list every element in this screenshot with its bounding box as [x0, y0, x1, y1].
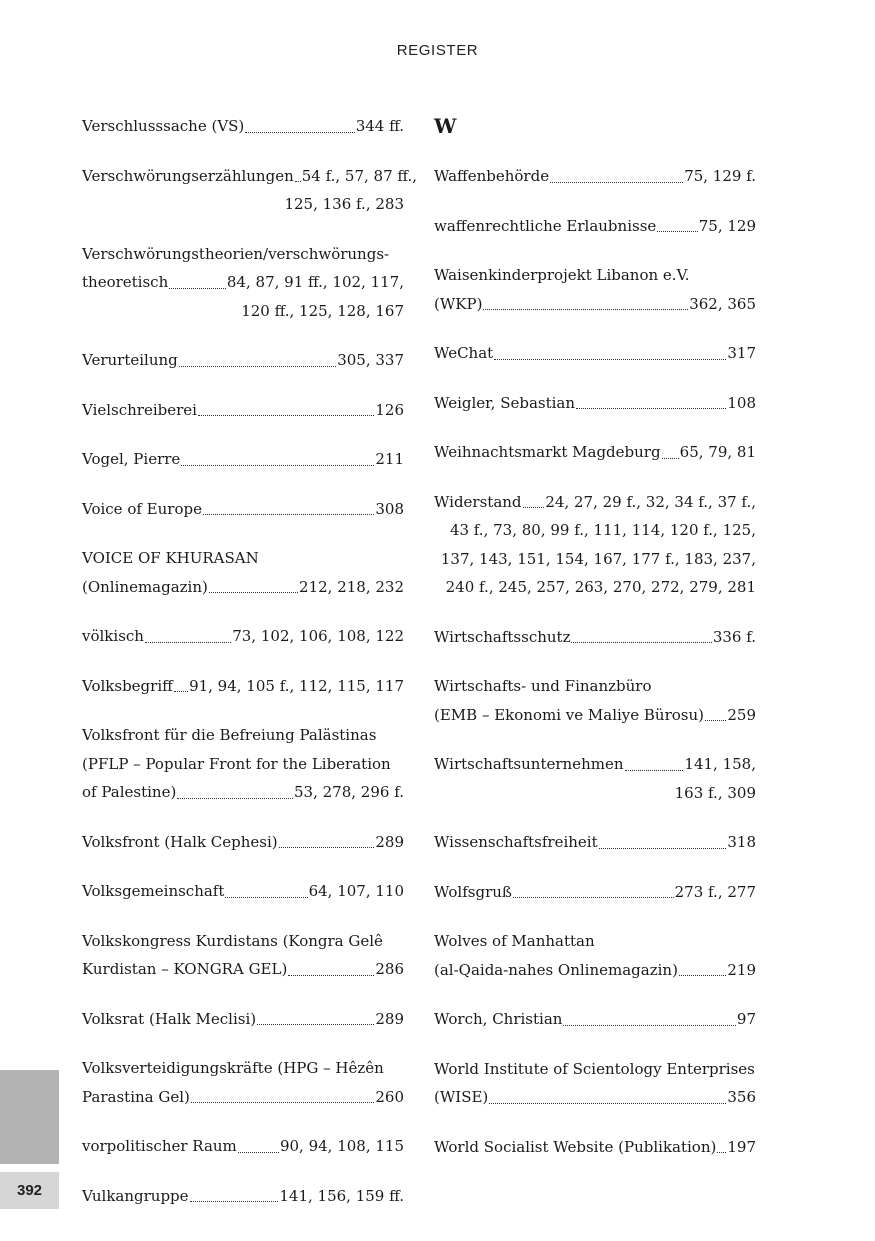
- page-references: 141, 158,: [684, 755, 756, 773]
- index-term: Volksbegriff: [82, 676, 173, 695]
- index-entry-line: (PFLP – Popular Front for the Liberation: [82, 754, 391, 773]
- index-entry-main-line: [82, 573, 404, 602]
- index-entry: [82, 672, 404, 701]
- index-entry: [434, 672, 756, 729]
- index-entry-main-line: [434, 339, 756, 368]
- page-references-continued: 125, 136 f., 283: [284, 195, 404, 213]
- index-term: vorpolitischer Raum: [82, 1137, 237, 1155]
- index-entry-line: VOICE OF KHURASAN: [82, 549, 259, 567]
- page-references: 289: [375, 832, 404, 851]
- index-term: Vulkangruppe: [82, 1186, 189, 1205]
- index-term: völkisch: [82, 627, 144, 645]
- dot-leader: [203, 495, 374, 516]
- page-references: 211: [375, 450, 404, 468]
- index-entry-main-line: [434, 488, 756, 517]
- index-entry-main-line: [434, 750, 756, 779]
- index-entry: [82, 162, 418, 219]
- index-entry-line: Volksverteidigungskräfte (HPG – Hêzên: [82, 1059, 384, 1077]
- page-references: 212, 218, 232: [299, 577, 404, 596]
- index-entry: [434, 339, 756, 368]
- page-references: 90, 94, 108, 115: [279, 1137, 404, 1155]
- dot-leader: [190, 1182, 279, 1203]
- index-entry-line: Wirtschafts- und Finanzbüro: [434, 677, 652, 695]
- dot-leader: [198, 396, 374, 417]
- dot-leader: [513, 878, 674, 899]
- index-entry-main-line: [82, 1182, 404, 1211]
- index-term: Kurdistan – KONGRA GEL): [82, 960, 288, 978]
- index-entry: [82, 721, 404, 807]
- index-entry: [82, 495, 404, 524]
- dot-leader: [523, 488, 545, 509]
- page-references: 259: [727, 705, 756, 724]
- index-entry-main-line: [434, 956, 756, 985]
- page-references: 318: [727, 833, 756, 851]
- index-entry: [434, 878, 756, 907]
- index-entry-main-line: [82, 396, 404, 425]
- running-header: REGISTER: [396, 42, 479, 59]
- index-term: waffenrechtliche Erlaubnisse: [434, 216, 657, 235]
- index-entry-main-line: [82, 622, 404, 651]
- index-entry-line: World Institute of Scientology Enterprises: [434, 1059, 755, 1078]
- page-references: 336 f.: [712, 627, 756, 646]
- index-entry-main-line: [434, 1133, 756, 1162]
- index-entry: [82, 346, 404, 375]
- page-references-continued: 120 ff., 125, 128, 167: [241, 301, 404, 320]
- dot-leader: [191, 1083, 374, 1104]
- index-entry-line: Wolves of Manhattan: [434, 932, 595, 950]
- index-entry-main-line: [82, 955, 404, 984]
- index-entry-main-line: [82, 1132, 404, 1161]
- section-letter: W: [434, 114, 457, 138]
- index-term: Volksfront (Halk Cephesi): [82, 832, 278, 851]
- index-term: Vielschreiberei: [82, 400, 197, 419]
- index-term: Verschlusssache (VS): [82, 117, 245, 135]
- dot-leader: [238, 1132, 279, 1153]
- index-term: Verschwörungserzählungen: [82, 166, 294, 185]
- index-term: theoretisch: [82, 273, 169, 291]
- index-term: Weihnachtsmarkt Magdeburg: [434, 443, 661, 461]
- index-entry: [82, 240, 404, 326]
- index-entry: [82, 622, 404, 651]
- dot-leader: [225, 877, 307, 898]
- page-references: 308: [375, 499, 404, 518]
- page-references: 126: [375, 400, 404, 419]
- index-entry-main-line: [434, 701, 756, 730]
- page-references: 197: [727, 1137, 756, 1156]
- index-entry: [82, 1054, 404, 1111]
- page-references: 73, 102, 106, 108, 122: [232, 627, 404, 645]
- dot-leader: [257, 1005, 374, 1026]
- dot-leader: [599, 828, 727, 849]
- page-references: 260: [375, 1087, 404, 1106]
- index-entry: [434, 162, 756, 191]
- dot-leader: [179, 346, 336, 367]
- dot-leader: [662, 438, 679, 459]
- index-term: Wirtschaftsschutz: [434, 627, 571, 646]
- index-entry-main-line: [82, 445, 404, 474]
- index-entry-main-line: [434, 290, 756, 319]
- page-references-continued: 240 f., 245, 257, 263, 270, 272, 279, 281: [445, 578, 756, 596]
- page-references: 75, 129 f.: [684, 167, 756, 185]
- index-entry: [82, 396, 404, 425]
- index-entry: [82, 544, 404, 601]
- page-references-continued: 137, 143, 151, 154, 167, 177 f., 183, 237,: [440, 549, 756, 568]
- dot-leader: [657, 212, 697, 233]
- dot-leader: [209, 573, 298, 594]
- index-term: (EMB – Ekonomi ve Maliye Bürosu): [434, 705, 704, 724]
- page-references: 141, 156, 159 ff.: [279, 1186, 404, 1205]
- index-term: Wissenschaftsfreiheit: [434, 833, 598, 851]
- index-entry: [82, 445, 404, 474]
- index-entry-main-line: [434, 212, 756, 241]
- index-column-right: [434, 112, 756, 1182]
- index-entry: [434, 438, 756, 467]
- page-references: 75, 129: [698, 216, 756, 235]
- page-references: 97: [736, 1010, 756, 1028]
- page-references: 24, 27, 29 f., 32, 34 f., 37 f.,: [545, 492, 756, 511]
- index-term: World Socialist Website (Publikation): [434, 1137, 717, 1156]
- dot-leader: [625, 750, 684, 771]
- index-entry-main-line: [434, 828, 756, 857]
- index-entry-main-line: [82, 495, 404, 524]
- index-entry: [434, 828, 756, 857]
- dot-leader: [295, 162, 301, 183]
- dot-leader: [705, 701, 726, 722]
- dot-leader: [571, 623, 711, 644]
- index-entry: [82, 112, 404, 141]
- page-references: 344 ff.: [355, 117, 404, 135]
- dot-leader: [169, 268, 226, 289]
- dot-leader: [483, 290, 688, 311]
- index-entry-main-line: [82, 672, 404, 701]
- index-entry: [434, 927, 756, 984]
- index-term: Wirtschaftsunternehmen: [434, 755, 624, 773]
- page-references: 286: [375, 960, 404, 978]
- index-term: (WKP): [434, 294, 483, 313]
- index-entry-main-line: [434, 1083, 756, 1112]
- dot-leader: [177, 778, 293, 799]
- index-entry: [82, 1005, 404, 1034]
- index-entry-line: Volksfront für die Befreiung Palästinas: [82, 726, 377, 744]
- page-references: 53, 278, 296 f.: [294, 783, 404, 801]
- page-references-continued: 163 f., 309: [674, 783, 756, 802]
- dot-leader: [245, 112, 354, 133]
- dot-leader: [550, 162, 683, 183]
- index-entry: [434, 1133, 756, 1162]
- index-term: Volksgemeinschaft: [82, 882, 225, 900]
- index-entry-main-line: [82, 778, 404, 807]
- index-entry-line: Waisenkinderprojekt Libanon e.V.: [434, 266, 690, 284]
- index-entry-main-line: [434, 1005, 756, 1034]
- index-term: WeChat: [434, 344, 494, 362]
- index-entry-main-line: [434, 389, 756, 418]
- index-entry: [82, 1132, 404, 1161]
- index-term: Volksrat (Halk Meclisi): [82, 1009, 257, 1028]
- dot-leader: [494, 339, 726, 360]
- index-term: (Onlinemagazin): [82, 577, 208, 596]
- index-entry-main-line: [82, 1005, 404, 1034]
- index-column-left: [82, 112, 418, 1231]
- index-term: Vogel, Pierre: [82, 450, 181, 468]
- dot-leader: [145, 622, 231, 643]
- page-references: 54 f., 57, 87 ff.,: [301, 166, 418, 185]
- page-references: 305, 337: [337, 351, 404, 369]
- page-references: 64, 107, 110: [308, 882, 404, 900]
- index-entry: [434, 389, 756, 418]
- index-term: Weigler, Sebastian: [434, 393, 576, 412]
- page-references: 65, 79, 81: [679, 443, 756, 461]
- dot-leader: [576, 389, 726, 410]
- index-term: Waffenbehörde: [434, 167, 550, 185]
- page-references: 84, 87, 91 ff., 102, 117,: [226, 273, 404, 291]
- page-references: 219: [727, 960, 756, 979]
- index-entry: [82, 828, 404, 857]
- index-entry: [82, 1182, 404, 1211]
- page-references: 91, 94, 105 f., 112, 115, 117: [189, 676, 404, 695]
- index-entry: [82, 927, 404, 984]
- index-entry-main-line: [82, 268, 404, 297]
- dot-leader: [563, 1005, 735, 1026]
- index-entry-line: Volkskongress Kurdistans (Kongra Gelê: [82, 931, 383, 950]
- index-entry-main-line: [82, 346, 404, 375]
- dot-leader: [181, 445, 374, 466]
- page-references: 273 f., 277: [674, 882, 756, 901]
- index-term: (al-Qaida-nahes Onlinemagazin): [434, 960, 678, 979]
- index-entry-main-line: [82, 877, 404, 906]
- index-entry-main-line: [82, 1083, 404, 1112]
- index-entry-main-line: [434, 623, 756, 652]
- chapter-thumb-tab: [0, 1070, 59, 1164]
- page-references: 356: [727, 1088, 756, 1106]
- index-entry-main-line: [434, 438, 756, 467]
- dot-leader: [717, 1133, 726, 1154]
- index-term: Parastina Gel): [82, 1087, 190, 1106]
- index-term: Voice of Europe: [82, 499, 202, 518]
- index-entry: [82, 877, 404, 906]
- index-entry-main-line: [82, 828, 404, 857]
- index-entry-main-line: [434, 162, 756, 191]
- index-entry-line: Verschwörungstheorien/verschwörungs-: [82, 244, 390, 263]
- index-term: Widerstand: [434, 492, 522, 511]
- page-references-continued: 43 f., 73, 80, 99 f., 111, 114, 120 f., 125,: [449, 521, 756, 539]
- page-references: 289: [375, 1009, 404, 1028]
- page-number: 392: [0, 1172, 59, 1209]
- index-term: of Palestine): [82, 783, 177, 801]
- index-entry: [434, 212, 756, 241]
- index-term: Wolfsgruß: [434, 882, 512, 901]
- index-entry-main-line: [82, 162, 418, 191]
- index-entry: [434, 1005, 756, 1034]
- index-term: Verurteilung: [82, 351, 178, 369]
- index-term: Worch, Christian: [434, 1010, 563, 1028]
- index-term: (WISE): [434, 1088, 489, 1106]
- dot-leader: [174, 672, 188, 693]
- index-entry: [434, 623, 756, 652]
- index-entry-main-line: [82, 112, 404, 141]
- index-entry: [434, 1055, 756, 1112]
- dot-leader: [288, 955, 374, 976]
- page-references: 362, 365: [689, 294, 756, 313]
- page-references: 317: [727, 344, 756, 362]
- index-entry: [434, 261, 756, 318]
- dot-leader: [279, 828, 375, 849]
- index-entry: [434, 488, 756, 602]
- dot-leader: [679, 956, 726, 977]
- index-entry: [434, 750, 756, 807]
- page-references: 108: [727, 393, 756, 412]
- index-entry-main-line: [434, 878, 756, 907]
- dot-leader: [489, 1083, 726, 1104]
